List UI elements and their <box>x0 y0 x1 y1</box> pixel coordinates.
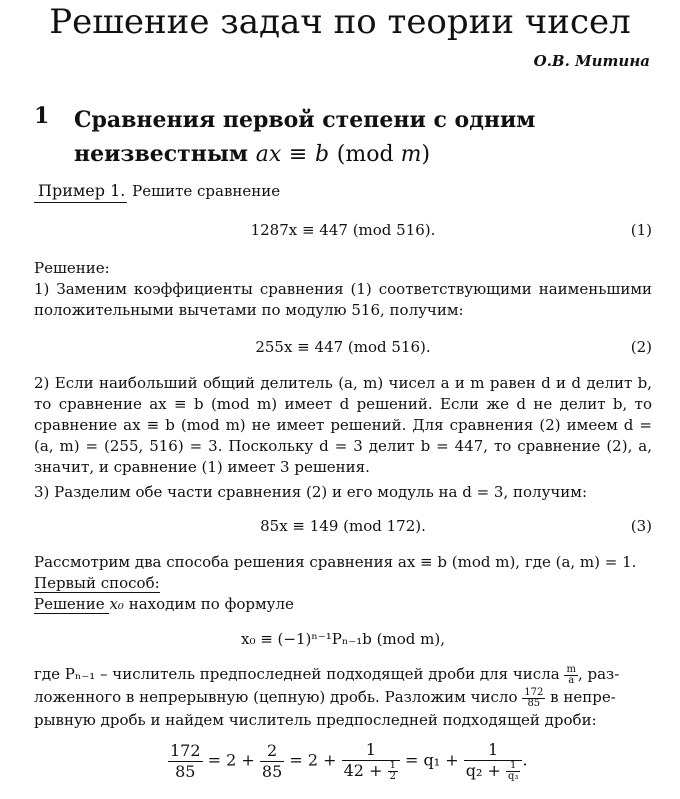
cf-frac-3-inner-num: 1 <box>389 760 396 771</box>
cf-frac-2 <box>260 741 284 782</box>
equation-1-body: 1287x ≡ 447 (mod 516). <box>250 221 436 239</box>
cf-frac-4-den-a: q₂ + <box>465 761 501 780</box>
author: О.В. Митина <box>533 52 650 70</box>
cf-eq-c: = q₁ + <box>405 750 459 770</box>
section-title <box>74 103 634 172</box>
cf-frac-4-num: 1 <box>464 740 523 761</box>
formula-intro-x: x₀ <box>109 595 124 613</box>
section-title-math-close: ) <box>421 142 431 167</box>
equation-3-body: 85x ≡ 149 (mod 172). <box>260 517 426 535</box>
equation-3-number: (3) <box>630 517 652 535</box>
section-title-line1: Сравнения первой степени с одним <box>74 107 536 133</box>
cf-frac-1 <box>168 741 203 782</box>
cf-frac-4-den <box>464 761 523 782</box>
fraction-m-over-a-num: m <box>566 663 576 675</box>
equation-1-number: (1) <box>630 221 652 239</box>
equation-2-number: (2) <box>630 338 652 356</box>
example-line <box>34 180 652 203</box>
fraction-172-over-85 <box>522 688 545 709</box>
cf-frac-3-den-a: 42 + <box>343 761 383 780</box>
cf-frac-4-inner-den: q₃ <box>508 771 519 782</box>
section-title-math-lhs: ax <box>255 142 282 167</box>
cf-frac-3-inner-den: 2 <box>389 771 396 782</box>
cf-frac-3-den <box>342 761 400 782</box>
fraction-m-over-a-den: a <box>568 674 575 686</box>
first-method-label: Первый способ: <box>34 574 160 592</box>
cf-eq-b: = 2 + <box>289 750 337 770</box>
where-text-2: , раз- <box>577 665 620 683</box>
formula-intro-a: Решение <box>34 595 110 613</box>
equation-2-body: 255x ≡ 447 (mod 516). <box>255 338 431 356</box>
cf-eq-a: = 2 + <box>207 750 255 770</box>
page-title: Решение задач по теории чисел <box>49 2 631 42</box>
where-line-2-b: в непре- <box>545 688 616 706</box>
first-method-line <box>34 573 652 594</box>
solution-step-2: 2) Если наибольший общий делитель (a, m) чисел a и m равен d и d делит b, то сравнение ax ≡ b (mod m) имеет d решений. Если же d не делит b, то сравнение ax ≡ b (mod m) не имеет решений. Для сравнения (2) имеем d = (a, m) = (255, 516) = 3. Поскольку d = 3 делит b = 447, то сравнение (2), а, значит, и сравнение (1) имеет 3 решения. <box>34 374 652 476</box>
equation-1 <box>34 219 652 241</box>
fraction-172-over-85-den: 85 <box>527 697 541 709</box>
cf-frac-4-inner <box>506 761 520 782</box>
cf-frac-1-num: 172 <box>170 740 201 760</box>
where-line-1 <box>34 664 652 686</box>
section-title-math-rhs: b <box>315 142 330 167</box>
section-number: 1 <box>34 103 50 129</box>
solution-step-1: 1) Заменим коэффициенты сравнения (1) соответствующими наименьшими положительными вычетами по модулю 516, получим: <box>34 280 652 319</box>
cf-frac-3 <box>342 740 400 782</box>
where-line-2 <box>34 687 652 709</box>
section-title-math-m: m <box>400 142 422 167</box>
formula-intro-b: находим по формуле <box>123 595 294 613</box>
section-title-math-equiv: ≡ <box>288 142 308 167</box>
section-title-math-mod: (mod <box>336 142 401 167</box>
equation-4-body: x₀ ≡ (−1)ⁿ⁻¹Pₙ₋₁b (mod m), <box>240 630 446 648</box>
equation-4 <box>34 628 652 650</box>
cf-frac-1-den: 85 <box>175 761 196 781</box>
where-line-3: рывную дробь и найдем числитель предпоследней подходящей дроби: <box>34 711 597 729</box>
example-text: Решите сравнение <box>132 182 281 200</box>
consider-text: Рассмотрим два способа решения сравнения ax ≡ b (mod m), где (a, m) = 1. <box>34 553 637 571</box>
solution-heading: Решение: <box>34 259 110 277</box>
solution-step-3: 3) Разделим обе части сравнения (2) и его модуль на d = 3, получим: <box>34 483 588 501</box>
cf-frac-3-num: 1 <box>342 740 400 761</box>
cf-frac-2-num: 2 <box>260 741 284 762</box>
cf-frac-2-den: 85 <box>261 761 283 781</box>
fraction-m-over-a <box>564 665 577 686</box>
equation-2 <box>34 336 652 358</box>
formula-intro <box>34 594 652 615</box>
cf-frac-4-inner-num: 1 <box>506 761 520 772</box>
where-line-2-a: ложенного в непрерывную (цепную) дробь. Разложим число <box>34 688 518 706</box>
fraction-172-over-85-num: 172 <box>524 686 544 698</box>
example-label: Пример 1. <box>34 180 127 203</box>
continued-fraction <box>168 740 528 782</box>
cf-end: . <box>522 750 528 770</box>
cf-frac-3-inner <box>388 761 398 782</box>
equation-3 <box>34 515 652 537</box>
section-title-word: неизвестным <box>74 141 249 167</box>
cf-frac-4 <box>464 740 523 782</box>
where-text-1: где Pₙ₋₁ – числитель предпоследней подходящей дроби для числа <box>34 665 560 683</box>
